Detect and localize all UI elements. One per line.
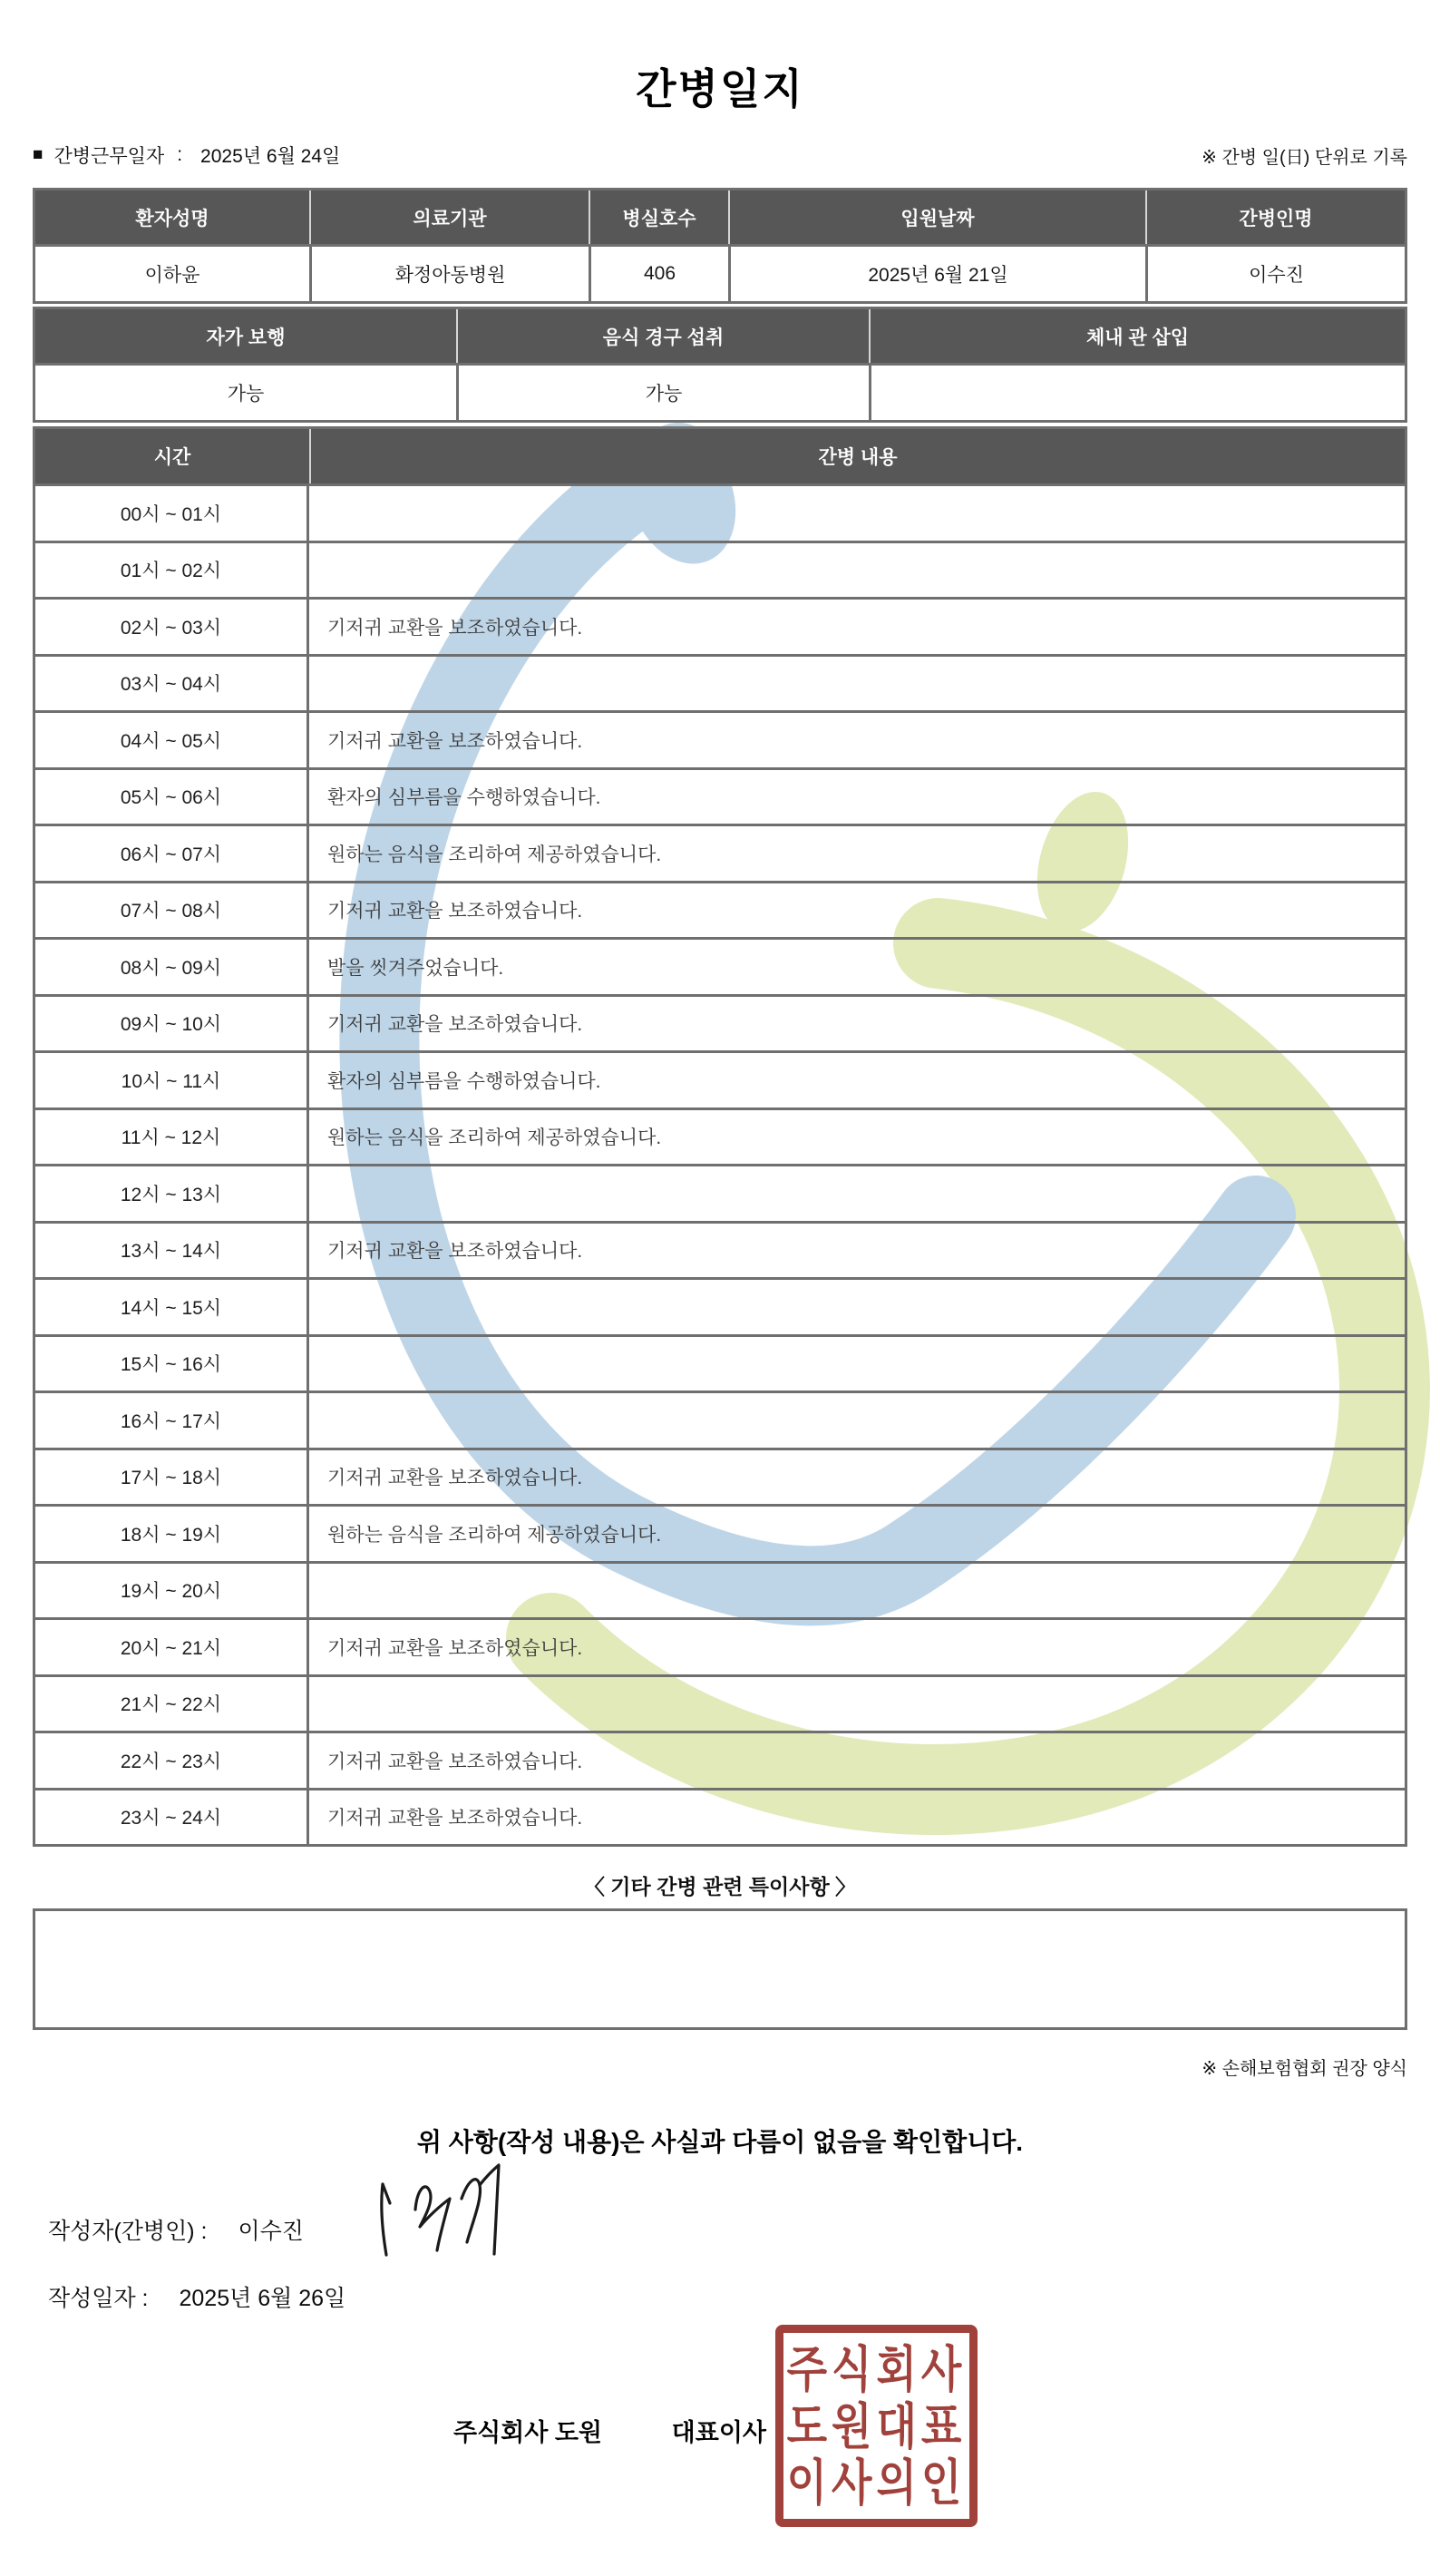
form-note: ※ 손해보험협회 권장 양식 [1202, 2059, 1407, 2079]
time-slot: 17시 ~ 18시 [35, 1450, 309, 1505]
condition-header-row [35, 309, 1405, 363]
care-entry: 원하는 음식을 조리하여 제공하였습니다. [327, 1524, 662, 1546]
seal-line: 주식회사 [786, 2341, 967, 2397]
time-slot: 08시 ~ 09시 [35, 940, 309, 994]
patient-info-value-row [35, 244, 1405, 301]
care-log-rows [35, 483, 1405, 1844]
care-entry [309, 1166, 1405, 1221]
care-log-row [35, 1448, 1405, 1505]
time-slot: 02시 ~ 03시 [35, 600, 309, 654]
care-log-row [35, 654, 1405, 711]
misc-notes-title: 〈 기타 간병 관련 특이사항 〉 [583, 1875, 857, 1898]
care-log-row [35, 1504, 1405, 1561]
work-date-value: 2025년 6월 24일 [200, 146, 341, 167]
patient-name-value: 이하윤 [144, 265, 200, 286]
company-name: 주식회사 도원 [453, 2419, 602, 2446]
care-log-row [35, 1731, 1405, 1788]
caregiver-signature [368, 2161, 524, 2268]
care-log-row [35, 1334, 1405, 1391]
time-slot: 16시 ~ 17시 [35, 1393, 309, 1448]
care-entry: 기저귀 교환을 보조하였습니다. [327, 617, 583, 639]
care-log-row [35, 1561, 1405, 1618]
header-tube-insertion: 체내 관 삽입 [869, 309, 1405, 363]
corporate-seal-stamp [775, 2325, 978, 2527]
time-slot: 10시 ~ 11시 [35, 1053, 309, 1107]
condition-value-row [35, 363, 1405, 420]
company-line [453, 2413, 766, 2448]
page-title: 간병일지 [636, 65, 804, 112]
time-slot: 22시 ~ 23시 [35, 1733, 309, 1788]
company-title: 대표이사 [671, 2419, 766, 2446]
work-date-label: 간병근무일자 [54, 146, 165, 167]
oral-intake-value: 가능 [456, 366, 869, 420]
seal-line: 도원대표 [786, 2397, 967, 2454]
care-entry: 발을 씻겨주었습니다. [327, 957, 504, 979]
work-dateline [33, 141, 1407, 169]
care-log-header-row [35, 429, 1405, 483]
care-entry [309, 1677, 1405, 1732]
care-log-row [35, 994, 1405, 1051]
care-log-row [35, 937, 1405, 994]
time-slot: 18시 ~ 19시 [35, 1507, 309, 1561]
care-entry: 환자의 심부름을 수행하였습니다. [327, 1070, 601, 1092]
care-log-row [35, 1674, 1405, 1732]
seal-line: 이사의인 [786, 2454, 967, 2511]
care-entry: 기저귀 교환을 보조하였습니다. [327, 1241, 583, 1263]
time-slot: 03시 ~ 04시 [35, 657, 309, 711]
care-log-table [33, 426, 1407, 1847]
unit-note: ※ 간병 일(日) 단위로 기록 [1202, 147, 1407, 168]
care-entry [309, 657, 1405, 711]
writer-label: 작성자(간병인) : [48, 2219, 208, 2244]
care-log-row [35, 1277, 1405, 1334]
time-slot: 15시 ~ 16시 [35, 1337, 309, 1391]
written-date-label: 작성일자 : [48, 2286, 149, 2311]
care-entry [309, 1337, 1405, 1391]
time-slot: 01시 ~ 02시 [35, 543, 309, 598]
header-patient-name: 환자성명 [135, 208, 209, 229]
time-slot: 04시 ~ 05시 [35, 713, 309, 767]
care-log-row [35, 597, 1405, 654]
header-oral-intake: 음식 경구 섭취 [456, 309, 869, 363]
care-log-row [35, 541, 1405, 598]
care-log-row [35, 1107, 1405, 1165]
self-walking-value: 가능 [227, 384, 265, 405]
time-slot: 20시 ~ 21시 [35, 1620, 309, 1674]
care-entry [309, 1280, 1405, 1334]
care-log-row [35, 1617, 1405, 1674]
patient-info-table [33, 188, 1407, 304]
time-slot: 07시 ~ 08시 [35, 883, 309, 938]
writer-name: 이수진 [238, 2219, 304, 2244]
care-entry: 원하는 음식을 조리하여 제공하였습니다. [327, 1127, 662, 1149]
header-room-number: 병실호수 [589, 190, 728, 244]
time-slot: 12시 ~ 13시 [35, 1166, 309, 1221]
care-log-row [35, 767, 1405, 825]
time-slot: 13시 ~ 14시 [35, 1224, 309, 1278]
header-self-walking: 자가 보행 [206, 327, 286, 348]
time-slot: 00시 ~ 01시 [35, 486, 309, 541]
care-entry: 기저귀 교환을 보조하였습니다. [327, 901, 583, 922]
care-log-row [35, 710, 1405, 767]
confirmation-statement: 위 사항(작성 내용)은 사실과 다름이 없음을 확인합니다. [416, 2128, 1024, 2156]
time-slot: 19시 ~ 20시 [35, 1564, 309, 1618]
square-bullet-icon: ■ [33, 144, 44, 164]
header-time: 시간 [153, 447, 191, 468]
time-slot: 05시 ~ 06시 [35, 770, 309, 825]
header-admission-date: 입원날짜 [728, 190, 1145, 244]
care-entry: 원하는 음식을 조리하여 제공하였습니다. [327, 844, 662, 865]
care-entry [309, 1393, 1405, 1448]
writer-line [48, 2213, 304, 2246]
care-entry: 환자의 심부름을 수행하였습니다. [327, 787, 601, 809]
time-slot: 09시 ~ 10시 [35, 997, 309, 1051]
room-number-value: 406 [589, 247, 728, 301]
admission-date-value: 2025년 6월 21일 [728, 247, 1145, 301]
time-slot: 14시 ~ 15시 [35, 1280, 309, 1334]
time-slot: 11시 ~ 12시 [35, 1110, 309, 1165]
care-entry [309, 543, 1405, 598]
care-entry: 기저귀 교환을 보조하였습니다. [327, 730, 583, 752]
care-log-row [35, 1788, 1405, 1845]
tube-insertion-value [869, 366, 1405, 420]
time-slot: 06시 ~ 07시 [35, 826, 309, 881]
work-date-colon: : [177, 144, 183, 165]
care-entry: 기저귀 교환을 보조하였습니다. [327, 1468, 583, 1489]
care-log-row [35, 881, 1405, 938]
caregiver-name-value: 이수진 [1145, 247, 1405, 301]
care-log-row [35, 1164, 1405, 1221]
time-slot: 23시 ~ 24시 [35, 1791, 309, 1845]
care-entry: 기저귀 교환을 보조하였습니다. [327, 1637, 583, 1659]
misc-notes-box [33, 1908, 1407, 2030]
header-caregiver-name: 간병인명 [1145, 190, 1405, 244]
care-entry [309, 486, 1405, 541]
time-slot: 21시 ~ 22시 [35, 1677, 309, 1732]
care-log-row [35, 824, 1405, 881]
care-entry: 기저귀 교환을 보조하였습니다. [327, 1751, 583, 1772]
care-log-row [35, 483, 1405, 541]
patient-info-header-row [35, 190, 1405, 244]
care-entry: 기저귀 교환을 보조하였습니다. [327, 1808, 583, 1830]
care-log-row [35, 1221, 1405, 1278]
medical-institution-value: 화정아동병원 [309, 247, 589, 301]
header-care-content: 간병 내용 [309, 429, 1405, 483]
header-medical-institution: 의료기관 [309, 190, 589, 244]
care-log-row [35, 1050, 1405, 1107]
care-entry [309, 1564, 1405, 1618]
care-entry: 기저귀 교환을 보조하였습니다. [327, 1014, 583, 1036]
written-date-line [48, 2280, 345, 2313]
condition-table [33, 307, 1407, 423]
written-date-value: 2025년 6월 26일 [179, 2286, 346, 2311]
care-log-row [35, 1390, 1405, 1448]
